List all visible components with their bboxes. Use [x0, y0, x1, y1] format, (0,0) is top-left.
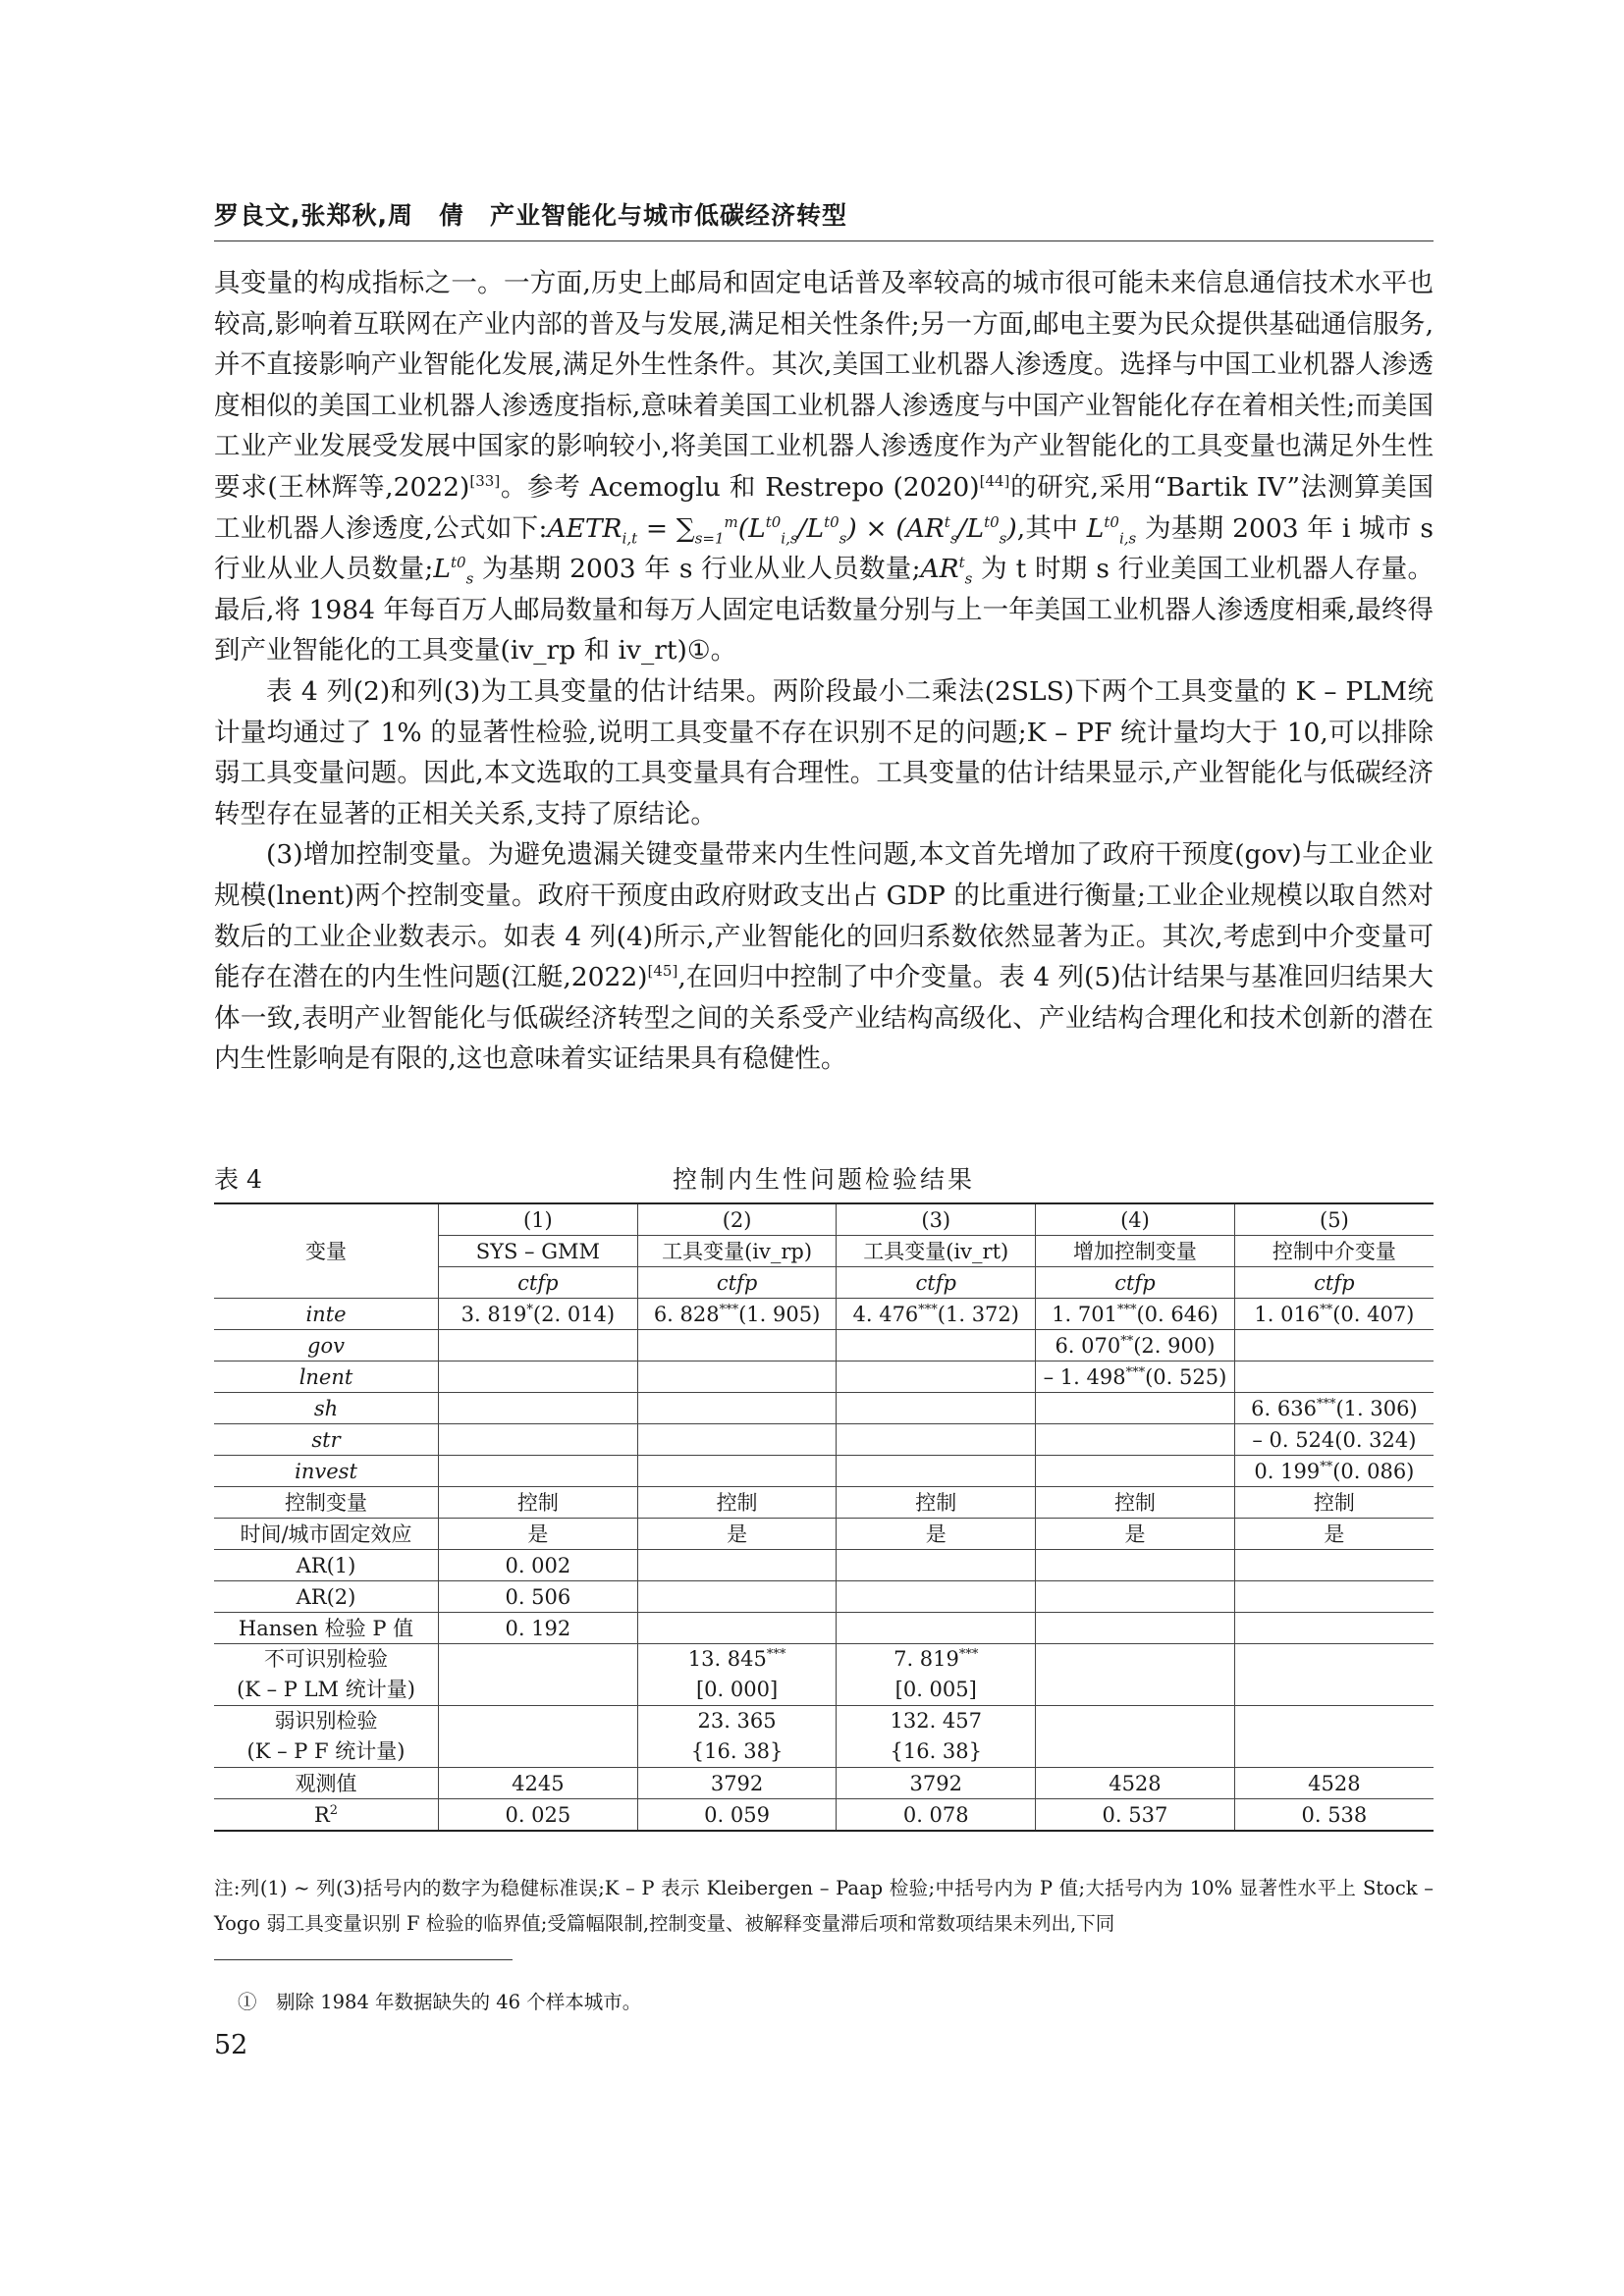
p1-part-b: 。参考 Acemoglu 和 Restrepo (2020): [500, 471, 980, 503]
empty-cell: [439, 1644, 638, 1706]
coef-cell: 6. 070**(2. 900): [1036, 1330, 1235, 1362]
value-cell: 0. 025: [439, 1799, 638, 1832]
empty-cell: [1036, 1581, 1235, 1613]
test-stat-cell: 132. 457 {16. 38}: [837, 1706, 1036, 1768]
value-cell: 0. 506: [439, 1581, 638, 1613]
row-label-cell: lnent: [214, 1362, 439, 1393]
table-row: [214, 1456, 1434, 1487]
paragraph-3: [214, 834, 1434, 1080]
def3-text: 为 t 时期 s 行业美国工业机器人存量。最后,将 1984 年每百万人邮局数量和每万人固定电话数量分别与上一年美国工业机器人渗透度相乘,最终得到产业智能化的工具变量(iv_rp 和 iv_rt)①。: [214, 554, 1435, 667]
coef-cell: [439, 1362, 638, 1393]
empty-cell: [637, 1613, 837, 1644]
row-label-cell: 弱识别检验 (K – P F 统计量): [214, 1706, 439, 1768]
citation-33[interactable]: [33]: [469, 472, 501, 491]
footnote-rule: [214, 1959, 513, 1960]
running-head: 罗良文,张郑秋,周 倩 产业智能化与城市低碳经济转型: [214, 201, 847, 230]
col-number-cell: (3): [837, 1203, 1036, 1236]
def2-symbol: $L^{t0}_s$: [433, 554, 474, 588]
dep-var-cell: ctfp: [1234, 1267, 1434, 1299]
empty-cell: [1036, 1613, 1235, 1644]
value-cell: 0. 538: [1234, 1799, 1434, 1832]
coef-cell: [637, 1330, 837, 1362]
value-cell: 3792: [637, 1768, 837, 1799]
col-number-cell: (4): [1036, 1203, 1235, 1236]
col-method-cell: 工具变量(iv_rt): [837, 1236, 1036, 1267]
coef-cell: [837, 1362, 1036, 1393]
coef-cell: – 0. 524(0. 324): [1234, 1424, 1434, 1456]
r-squared-row: [214, 1799, 1434, 1832]
value-cell: 0. 059: [637, 1799, 837, 1832]
dep-var-cell: ctfp: [837, 1267, 1036, 1299]
coef-cell: 0. 199**(0. 086): [1234, 1456, 1434, 1487]
row-label-cell: AR(1): [214, 1550, 439, 1581]
control-row: [214, 1487, 1434, 1519]
coef-cell: [439, 1424, 638, 1456]
ar1-row: [214, 1550, 1434, 1581]
table-row: [214, 1393, 1434, 1424]
footnote-text: 剔除 1984 年数据缺失的 46 个样本城市。: [276, 1991, 642, 2013]
col-number-cell: (5): [1234, 1203, 1434, 1236]
row-label-cell: Hansen 检验 P 值: [214, 1613, 439, 1644]
table-title: 控制内生性问题检验结果: [672, 1165, 975, 1194]
test-stat-cell: 23. 365 {16. 38}: [637, 1706, 837, 1768]
table-row: [214, 1299, 1434, 1330]
p1-part-a: 具变量的构成指标之一。一方面,历史上邮局和固定电话普及率较高的城市很可能未来信息通信技术水平也较高,影响着互联网在产业内部的普及与发展,满足相关性条件;另一方面,邮电主要为民众提供基础通信服务,并不直接影响产业智能化发展,满足外生性条件。其次,美国工业机器人渗透度。选择与中国工业机器人渗透度相似的美国工业机器人渗透度指标,意味着美国工业机器人渗透度与中国产业智能化存在着相关性;而美国工业产业发展受发展中国家的影响较小,将美国工业机器人渗透度作为产业智能化的工具变量也满足外生性要求(王林辉等,2022): [214, 268, 1434, 503]
value-cell: 0. 537: [1036, 1799, 1235, 1832]
row-label-cell: 控制变量: [214, 1487, 439, 1519]
table-caption: [214, 1160, 1434, 1196]
value-cell: 控制: [439, 1487, 638, 1519]
def2-text: 为基期 2003 年 s 行业从业人员数量;: [473, 554, 921, 585]
coef-cell: 6. 828***(1. 905): [637, 1299, 837, 1330]
table-header-row: [214, 1203, 1434, 1236]
empty-cell: [439, 1706, 638, 1768]
coef-cell: [1036, 1456, 1235, 1487]
value-cell: 0. 002: [439, 1550, 638, 1581]
coef-cell: [637, 1393, 837, 1424]
value-cell: 4245: [439, 1768, 638, 1799]
empty-cell: [637, 1581, 837, 1613]
empty-cell: [1234, 1644, 1434, 1706]
coef-cell: 1. 016**(0. 407): [1234, 1299, 1434, 1330]
row-label-cell: 时间/城市固定效应: [214, 1519, 439, 1550]
coef-cell: – 1. 498***(0. 525): [1036, 1362, 1235, 1393]
ar2-row: [214, 1581, 1434, 1613]
test-stat-cell: 13. 845*** [0. 000]: [637, 1644, 837, 1706]
paragraph-2: 表 4 列(2)和列(3)为工具变量的估计结果。两阶段最小二乘法(2SLS)下两个工具变量的 K – PLM统计量均通过了 1% 的显著性检验,说明工具变量不存在识别不足的问题;K – PF 统计量均大于 10,可以排除弱工具变量问题。因此,本文选取的工具变量具有合理性。工具变量的估计结果显示,产业智能化与低碳经济转型存在显著的正相关关系,支持了原结论。: [214, 675, 1434, 829]
value-cell: 控制: [837, 1487, 1036, 1519]
value-cell: 是: [1036, 1519, 1235, 1550]
weak-identification-row: [214, 1706, 1434, 1768]
header-rule: [214, 240, 1434, 241]
coef-cell: [439, 1393, 638, 1424]
value-cell: 是: [637, 1519, 837, 1550]
value-cell: 控制: [1234, 1487, 1434, 1519]
coef-cell: [837, 1393, 1036, 1424]
empty-cell: [837, 1581, 1036, 1613]
footnote: [238, 1987, 641, 2014]
dep-var-cell: ctfp: [439, 1267, 638, 1299]
var-header-cell: 变量: [214, 1203, 439, 1299]
col-method-cell: 工具变量(iv_rp): [637, 1236, 837, 1267]
value-cell: 4528: [1234, 1768, 1434, 1799]
row-label-cell: AR(2): [214, 1581, 439, 1613]
def3-symbol: $AR^t_s$: [920, 554, 973, 588]
coef-cell: [1234, 1330, 1434, 1362]
value-cell: 4528: [1036, 1768, 1235, 1799]
p1-part-c: 的研究,采用“Bartik IV”法测算美国工业机器人渗透度,公式如下:: [214, 471, 1434, 544]
coef-cell: [637, 1456, 837, 1487]
body-text: [214, 263, 1434, 1080]
coef-cell: 4. 476***(1. 372): [837, 1299, 1036, 1330]
value-cell: 控制: [637, 1487, 837, 1519]
empty-cell: [1036, 1550, 1235, 1581]
col-number-cell: (1): [439, 1203, 638, 1236]
row-label-cell: str: [214, 1424, 439, 1456]
value-cell: 控制: [1036, 1487, 1235, 1519]
table-row: [214, 1362, 1434, 1393]
def1-text: 为基期 2003 年 i 城市 s 行业从业人员数量;: [214, 512, 1435, 585]
coef-cell: [439, 1330, 638, 1362]
dep-var-cell: ctfp: [1036, 1267, 1235, 1299]
col-method-cell: 增加控制变量: [1036, 1236, 1235, 1267]
empty-cell: [837, 1550, 1036, 1581]
empty-cell: [1036, 1644, 1235, 1706]
p3-part-a: (3)增加控制变量。为避免遗漏关键变量带来内生性问题,本文首先增加了政府干预度(gov)与工业企业规模(lnent)两个控制变量。政府干预度由政府财政支出占 GDP 的比重进行衡量;工业企业规模以取自然对数后的工业企业数表示。如表 4 列(4)所示,产业智能化的回归系数依然显著为正。其次,考虑到中介变量可能存在潜在的内生性问题(江艇,2022): [214, 839, 1434, 993]
empty-cell: [1234, 1581, 1434, 1613]
row-label-cell: 不可识别检验 (K – P LM 统计量): [214, 1644, 439, 1706]
row-label-cell: invest: [214, 1456, 439, 1487]
value-cell: 0. 192: [439, 1613, 638, 1644]
dep-var-cell: ctfp: [637, 1267, 837, 1299]
results-table: [214, 1202, 1434, 1832]
col-method-cell: SYS – GMM: [439, 1236, 638, 1267]
coef-cell: 6. 636***(1. 306): [1234, 1393, 1434, 1424]
row-label-cell: $R^2$: [214, 1799, 439, 1832]
citation-45[interactable]: [45]: [647, 962, 678, 981]
p1-part-d: ,其中: [1016, 512, 1087, 544]
coef-cell: [1234, 1362, 1434, 1393]
empty-cell: [1234, 1550, 1434, 1581]
observations-row: [214, 1768, 1434, 1799]
empty-cell: [1234, 1706, 1434, 1768]
coef-cell: [439, 1456, 638, 1487]
row-label-cell: gov: [214, 1330, 439, 1362]
coef-cell: [837, 1330, 1036, 1362]
row-label-cell: sh: [214, 1393, 439, 1424]
coef-cell: [1036, 1424, 1235, 1456]
value-cell: 是: [837, 1519, 1036, 1550]
empty-cell: [1234, 1613, 1434, 1644]
value-cell: 是: [1234, 1519, 1434, 1550]
table-label: 表 4: [214, 1165, 262, 1194]
underidentification-row: [214, 1644, 1434, 1706]
row-label-cell: 观测值: [214, 1768, 439, 1799]
empty-cell: [837, 1613, 1036, 1644]
coef-cell: [637, 1424, 837, 1456]
table-row: [214, 1330, 1434, 1362]
coef-cell: [837, 1424, 1036, 1456]
coef-cell: [837, 1456, 1036, 1487]
paragraph-1: [214, 263, 1434, 671]
coef-cell: [637, 1362, 837, 1393]
page-number: 52: [214, 2030, 248, 2060]
empty-cell: [637, 1550, 837, 1581]
coef-cell: [1036, 1393, 1235, 1424]
def1-symbol: $L^{t0}_{i,s}$: [1086, 512, 1137, 547]
table-note: 注:列(1) ~ 列(3)括号内的数字为稳健标准误;K – P 表示 Kleibergen – Paap 检验;中括号内为 P 值;大括号内为 10% 显著性水平上 Stock – Yogo 弱工具变量识别 F 检验的临界值;受篇幅限制,控制变量、被解释变量滞后项和常数项结果未列出,下同: [214, 1877, 1434, 1935]
value-cell: 0. 078: [837, 1799, 1036, 1832]
coef-cell: 1. 701***(0. 646): [1036, 1299, 1235, 1330]
empty-cell: [1036, 1706, 1235, 1768]
col-number-cell: (2): [637, 1203, 837, 1236]
table-row: [214, 1424, 1434, 1456]
footnote-mark: ①: [238, 1991, 257, 2013]
fixed-effects-row: [214, 1519, 1434, 1550]
citation-44[interactable]: [44]: [979, 472, 1010, 491]
value-cell: 是: [439, 1519, 638, 1550]
formula-aetr: $AETR_{i,t} = \sum_{s=1}^m(L^{t0}_{i,s}/L^{t0}_s) \times (AR^t_s/L^{t0}_s)$: [547, 512, 1017, 547]
p3-part-b: ,在回归中控制了中介变量。表 4 列(5)估计结果与基准回归结果大体一致,表明产业智能化与低碳经济转型之间的关系受产业结构高级化、产业结构合理化和技术创新的潜在内生性影响是有限的,这也意味着实证结果具有稳健性。: [214, 962, 1434, 1075]
col-method-cell: 控制中介变量: [1234, 1236, 1434, 1267]
row-label-cell: inte: [214, 1299, 439, 1330]
hansen-row: [214, 1613, 1434, 1644]
coef-cell: 3. 819*(2. 014): [439, 1299, 638, 1330]
value-cell: 3792: [837, 1768, 1036, 1799]
test-stat-cell: 7. 819*** [0. 005]: [837, 1644, 1036, 1706]
